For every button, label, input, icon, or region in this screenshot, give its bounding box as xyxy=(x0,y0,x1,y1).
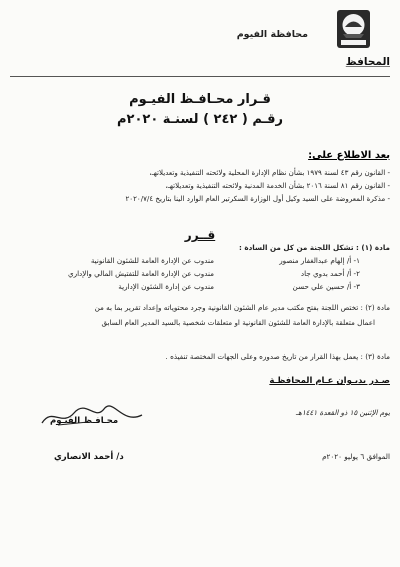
preamble-heading: بعد الاطلاع على: xyxy=(308,150,390,161)
issued-at: صـدر بديـوان عـام المحافظـة xyxy=(269,376,390,386)
member-1-role: مندوب عن الإدارة العامة للشئون القانونية xyxy=(90,256,214,265)
preamble-item-1: - القانون رقم ٤٣ لسنة ١٩٧٩ بشأن نظام الإدارة المحلية ولائحته التنفيذية وتعديلاتهـ، xyxy=(149,168,390,177)
hijri-date: يوم الإثنين ١٥ ذو القعدة ١٤٤١هـ xyxy=(295,408,390,417)
signature-scribble-icon xyxy=(40,403,145,429)
member-2-role: مندوب عن الإدارة العامة للتفتيش المالي والإداري xyxy=(67,269,214,278)
member-1-name: ١- أ/ إلهام عبدالغفار منصور xyxy=(279,256,360,265)
governorate-header: محافظة الفيوم xyxy=(236,29,308,40)
article-2-line-2: اعمال متعلقة بالإدارة العامة للشئون القانونية او متعلقات شخصية بالسيد المدير العام السابق xyxy=(101,318,375,327)
decision-heading: قــرر xyxy=(184,228,216,242)
signatory-title: محـافـظ الفيـوم xyxy=(50,416,119,426)
decree-number: رقـم ( ٢٤٢ ) لسنـة ٢٠٢٠م xyxy=(117,112,283,127)
office-label: المحافظ xyxy=(345,56,390,68)
member-2-name: ٢- أ/ أحمد بدوي جاد xyxy=(300,269,360,278)
governorate-logo-icon xyxy=(337,10,370,48)
member-3-role: مندوب عن إدارة الشئون الإدارية xyxy=(118,282,214,291)
preamble-item-2: - القانون رقم ٨١ لسنة ٢٠١٦ بشأن الخدمة المدنية ولائحته التنفيذية وتعديلاتهـ، xyxy=(165,181,390,190)
signatory-name: د/ أحمد الانصاري xyxy=(54,452,124,462)
preamble-item-3: - مذكرة المعروضة على السيد وكيل أول الوزارة السكرتير العام الوارد الينا بتاريخ ٢٠٢٠/٧/٤ xyxy=(125,194,390,203)
article-2-line-1: مادة (٢) : تختص اللجنة بفتح مكتب مدير عام الشئون القانونية وجرد محتوياته وإعداد تقرير بما به من xyxy=(94,303,390,312)
decree-title: قـرار محـافـظ الفيـوم xyxy=(129,92,271,107)
article-1-label: مادة (١) : تشكل اللجنة من كل من السادة : xyxy=(238,243,390,252)
article-3: مادة (٣) : يعمل بهذا القرار من تاريخ صدوره وعلى الجهات المختصة تنفيذه . xyxy=(165,352,390,361)
gregorian-date: الموافق ٦ يوليو ٢٠٢٠م xyxy=(322,452,390,461)
header-divider xyxy=(10,76,390,77)
member-3-name: ٣- أ/ حسين علي حسن xyxy=(292,282,360,291)
